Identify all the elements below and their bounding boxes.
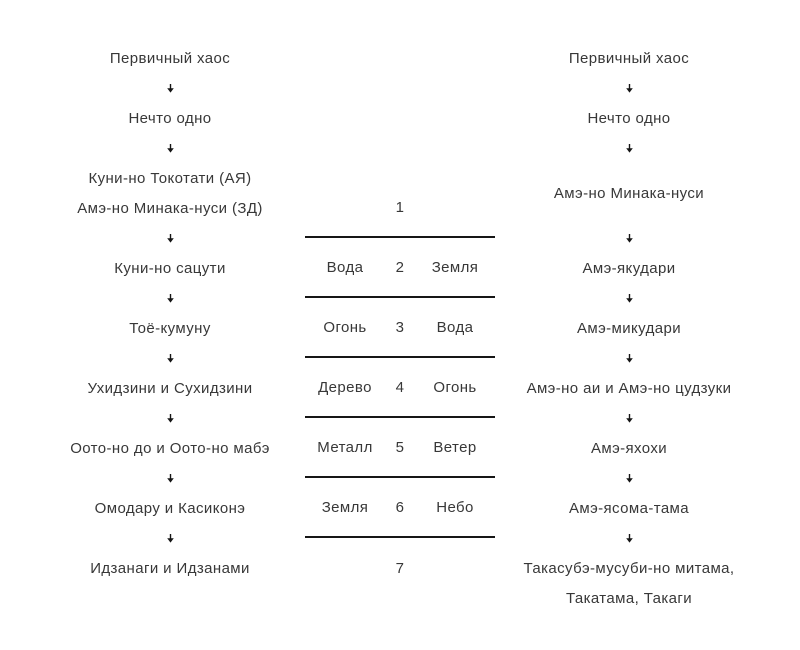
down-arrow-icon	[166, 474, 175, 483]
down-arrow-icon	[166, 294, 175, 303]
row-number: 4	[395, 378, 405, 396]
element-cell-right: Огонь	[433, 378, 477, 396]
chain-node: Амэ-но аи и Амэ-но цудзуки	[526, 379, 732, 397]
element-cell-right: Вода	[436, 318, 474, 336]
chain-node: Оото-но до и Оото-но мабэ	[70, 439, 270, 457]
table-row	[305, 538, 495, 598]
right-chain	[499, 43, 759, 613]
chain-node: Куни-но Токотати (АЯ)	[88, 169, 252, 187]
chain-node: Омодару и Касиконэ	[94, 499, 246, 517]
chain-connector	[499, 283, 759, 313]
chain-node: Идзанаги и Идзанами	[90, 559, 250, 577]
chain-node: Такатама, Такаги	[565, 589, 693, 607]
down-arrow-icon	[166, 534, 175, 543]
down-arrow-icon	[625, 354, 634, 363]
down-arrow-icon	[625, 84, 634, 93]
chain-node: Амэ-ясома-тама	[568, 499, 690, 517]
element-cell-right: Ветер	[433, 438, 477, 456]
table-row	[305, 478, 495, 538]
element-cell-right: Земля	[431, 258, 479, 276]
chain-node: Первичный хаос	[109, 49, 231, 67]
element-cell-left: Вода	[326, 258, 364, 276]
down-arrow-icon	[625, 234, 634, 243]
chain-connector	[499, 223, 759, 253]
row-number: 6	[395, 498, 405, 516]
down-arrow-icon	[166, 84, 175, 93]
chain-node: Ухидзини и Сухидзини	[87, 379, 253, 397]
row-number: 1	[395, 198, 405, 216]
chain-connector	[40, 403, 300, 433]
row-number: 7	[395, 559, 405, 577]
down-arrow-icon	[625, 144, 634, 153]
chain-connector	[499, 133, 759, 163]
row-number: 5	[395, 438, 405, 456]
element-cell-left: Огонь	[323, 318, 367, 336]
chain-connector	[499, 343, 759, 373]
chain-connector	[40, 463, 300, 493]
element-cell-right: Небо	[436, 498, 474, 516]
table-row	[305, 418, 495, 478]
chain-connector	[40, 223, 300, 253]
table-row	[305, 298, 495, 358]
down-arrow-icon	[625, 414, 634, 423]
down-arrow-icon	[625, 534, 634, 543]
chain-node: Нечто одно	[128, 109, 212, 127]
chain-node: Тоё-кумуну	[129, 319, 211, 337]
chain-connector	[499, 73, 759, 103]
down-arrow-icon	[625, 294, 634, 303]
table-row	[305, 238, 495, 298]
chain-connector	[499, 523, 759, 553]
chain-node: Амэ-микудари	[576, 319, 681, 337]
chain-connector	[40, 283, 300, 313]
chain-node: Нечто одно	[587, 109, 671, 127]
element-cell-left: Земля	[321, 498, 369, 516]
element-cell-left: Металл	[317, 438, 373, 456]
down-arrow-icon	[166, 414, 175, 423]
chain-node: Амэ-якудари	[582, 259, 676, 277]
left-chain	[40, 43, 300, 583]
table-row	[305, 358, 495, 418]
chain-node: Такасубэ-мусуби-но митама,	[523, 559, 735, 577]
chain-node: Первичный хаос	[568, 49, 690, 67]
chain-node: Амэ-но Минака-нуси	[553, 184, 705, 202]
down-arrow-icon	[166, 354, 175, 363]
chain-node: Амэ-яхохи	[590, 439, 668, 457]
down-arrow-icon	[166, 234, 175, 243]
chain-connector	[40, 343, 300, 373]
row-number: 3	[395, 318, 405, 336]
chain-node: Амэ-но Минака-нуси (ЗД)	[77, 199, 263, 217]
down-arrow-icon	[166, 144, 175, 153]
chain-connector	[499, 463, 759, 493]
chain-connector	[40, 73, 300, 103]
down-arrow-icon	[625, 474, 634, 483]
chain-connector	[40, 133, 300, 163]
element-cell-left: Дерево	[318, 378, 372, 396]
table-row	[305, 178, 495, 238]
chain-connector	[40, 523, 300, 553]
elements-table	[305, 178, 495, 598]
row-number: 2	[395, 258, 405, 276]
chain-node: Куни-но сацути	[114, 259, 226, 277]
chain-connector	[499, 403, 759, 433]
